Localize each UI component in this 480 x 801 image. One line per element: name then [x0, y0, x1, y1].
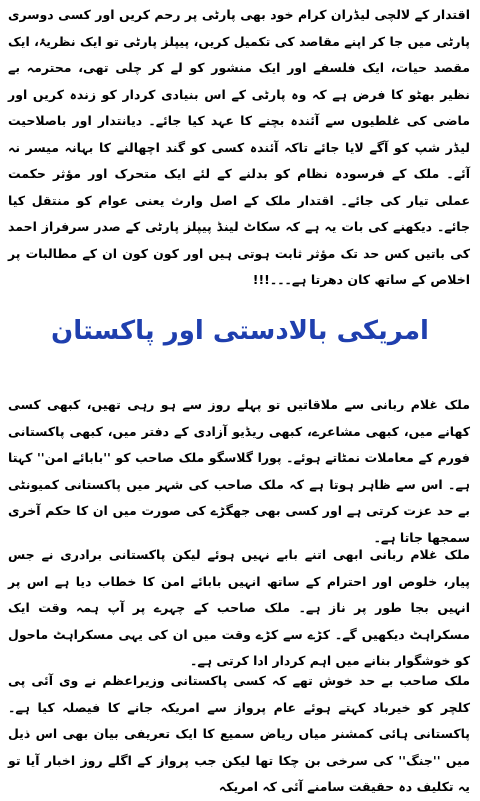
body-paragraph-three: ملک غلام ربانی ابھی اتنے بابے نہیں ہوئے لیکن پاکستانی برادری نے جس پیار، خلوص اور احترام کے ساتھ انہیں بابائے امن کا خطاب دیا ہے اس پر انہیں بجا طور پر ناز ہے۔ ملک صاحب کے چہرے پر آپ ہمہ وقت ایک مسکراہٹ دیکھیں گے۔ کڑے سے کڑے وقت میں ان کی یہی مسکراہٹ ماحول کو خوشگوار بنانے میں اہم کردار ادا کرتی ہے۔	[8, 547, 470, 668]
section-title: امریکی بالادستی اور پاکستان	[51, 316, 429, 346]
intro-paragraph: اقتدار کے لالچی لیڈران کرام خود بھی پارٹی پر رحم کریں اور کسی دوسری پارٹی میں جا کر اپنے مقاصد کی تکمیل کریں، پیپلز پارٹی تو ایک نظریۂ، ایک مقصد حیات، ایک فلسفے اور ایک منشور کو لے کر چلی تھی، محترمہ بے نظیر بھٹو کا فرض ہے کہ وہ پارٹی کے اس بنیادی کردار کو زندہ کریں اور ماضی کی غلطیوں سے آئندہ بچنے کا عہد کیا جائے۔ دیانتدار اور باصلاحیت لیڈر شپ کو آگے لایا جائے تاکہ آئندہ کسی کو گند اچھالنے کا بہانہ میسر نہ آئے۔ ملک کے فرسودہ نظام کو بدلنے کے لئے ایک متحرک اور مؤثر حکمت عملی تیار کی جائے۔ اقتدار ملک کے اصل وارث یعنی عوام کو منتقل کیا جائے۔ دیکھنے کی بات یہ ہے کہ سکاٹ لینڈ پیپلز پارٹی کے صدر سرفراز احمد کی باتیں کس حد تک مؤثر ثابت ہوتی ہیں اور کون کون ان کے مطالبات پر اخلاص کے ساتھ کان دھرتا ہے۔۔۔!!!	[8, 7, 470, 287]
body-paragraph-four: ملک صاحب بے حد خوش تھے کہ کسی پاکستانی وزیراعظم نے وی آئی پی کلچر کو خیرباد کہتے ہوئے عام پرواز سے امریکہ جانے کا فیصلہ کیا ہے۔ پاکستانی ہائی کمشنر میاں ریاض سمیع کا ایک تعریفی بیان بھی اس ذیل میں ''جنگ'' کی سرخی بن چکا تھا لیکن جب پرواز کے اگلے روز اخبار آیا تو یہ تکلیف دہ حقیقت سامنے آئی کہ امریکہ	[8, 673, 470, 794]
body-paragraph-two: ملک غلام ربانی سے ملاقاتیں تو پہلے روز سے ہو رہی تھیں، کبھی کسی کھانے میں، کبھی مشاعرے، کبھی ریڈیو آزادی کے دفتر میں، کبھی پاکستانی فورم کے معاملات نمٹاتے ہوئے۔ پورا گلاسگو ملک صاحب کو ''بابائے امن'' کہتا ہے۔ اس سے ظاہر ہوتا ہے کہ ملک صاحب کی شہر میں پاکستانی کمیونٹی بے حد عزت کرتی ہے اور کسی بھی جھگڑے کی صورت میں ان کا حکم آخری سمجھا جاتا ہے۔	[8, 397, 470, 545]
